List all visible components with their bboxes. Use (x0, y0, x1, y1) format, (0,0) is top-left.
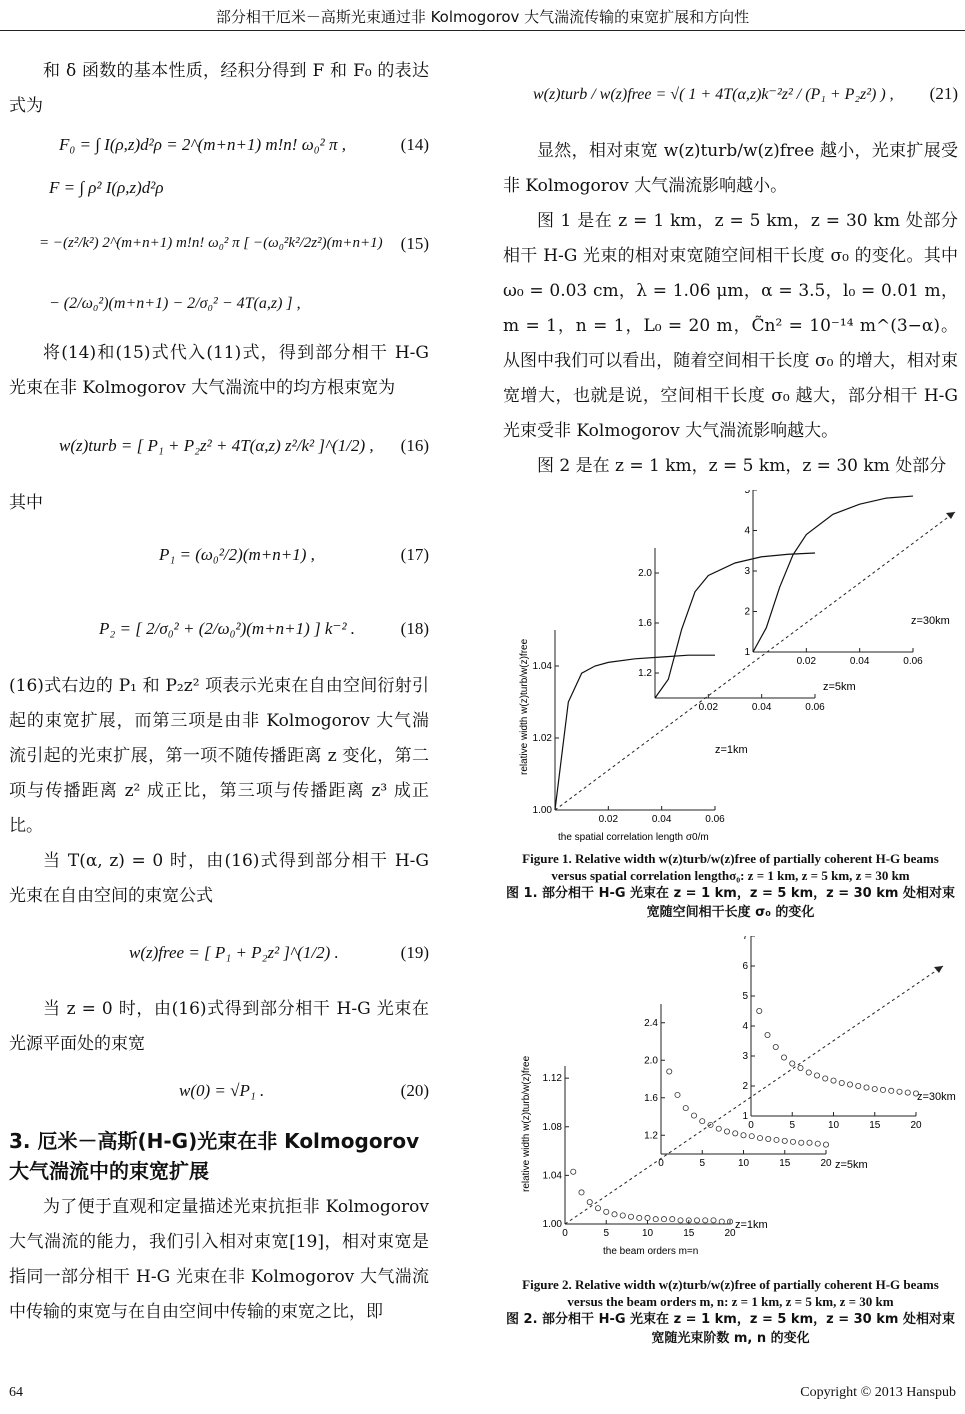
diagonal-arrowhead (946, 512, 955, 519)
panel-0-x-tick-label: 0.06 (705, 814, 725, 825)
panel-0-point (678, 1218, 683, 1223)
panel-2-point (897, 1089, 902, 1094)
y-axis-label: relative width w(z)turb/w(z)free (519, 638, 530, 775)
panel-0-point (628, 1214, 633, 1219)
equation-14: F₀ = ∫ I(ρ,z)d²ρ = 2^(m+n+1) m!n! ω₀² π , (14) (59, 135, 429, 154)
copyright: Copyright © 2013 Hanspub (800, 1385, 956, 1400)
panel-1-x-tick-label: 0.02 (698, 702, 719, 713)
panel-2-point (905, 1090, 910, 1095)
panel-2-y-tick-label: 7 (742, 936, 748, 942)
panel-0-point (694, 1218, 699, 1223)
panel-0-point (653, 1217, 658, 1222)
panel-2-y-tick-label: 6 (742, 961, 748, 972)
panel-2-point (831, 1078, 836, 1083)
panel-0-point (703, 1218, 708, 1223)
panel-2-point (847, 1082, 852, 1087)
panel-2-y-tick-label: 4 (742, 1021, 748, 1032)
x-axis-label: the spatial correlation length σ0/m (558, 832, 709, 843)
page-number: 64 (9, 1385, 23, 1400)
panel-2-x-tick-label: 5 (789, 1120, 796, 1131)
panel-1-point (749, 1134, 754, 1139)
panel-2-point (814, 1073, 819, 1078)
panel-2-x-tick-label: 15 (869, 1120, 881, 1131)
panel-0-x-tick-label: 10 (641, 1228, 654, 1239)
panel-2-y-tick-label: 3 (742, 1051, 748, 1062)
figure-2 (503, 936, 958, 1276)
panel-2-point (889, 1088, 894, 1093)
panel-0-y-tick-label: 1.04 (532, 661, 552, 672)
panel-1-point (716, 1126, 721, 1131)
panel-1-y-tick-label: 2.4 (644, 1017, 658, 1029)
panel-2-y-tick-label: 2 (742, 1081, 748, 1092)
equation-16: w(z)turb = [ P₁ + P₂z² + 4T(α,z) z²/k² ]^(1/2) , (16) (59, 436, 429, 455)
panel-0-y-tick-label: 1.00 (542, 1219, 562, 1230)
panel-1-y-tick-label: 2.0 (638, 568, 652, 579)
left-column (9, 54, 429, 1330)
panel-0-x-tick-label: 0.04 (651, 814, 672, 825)
panel-0-x-tick-label: 0.02 (598, 814, 619, 825)
right-paragraph-2: 图 1 是在 z = 1 km，z = 5 km，z = 30 km 处部分相干 H-G 光束的相对束宽随空间相干长度 σ₀ 的变化。其中 ω₀ = 0.03 cm，λ = 1.06 μm，α = 3.5，l₀ = 0.01 m，m = 1，n = 1，L₀ = 20 m，C̃n² = 10⁻¹⁴ m^(3−α)。从图中我们可以看出，随着空间相干长度 σ₀ 的增大，相对束宽增大，也就是说，空间相干长度 σ₀ 越大，部分相干 H-G 光束受非 Kolmogorov 大气湍流影响越大。 (503, 211, 958, 441)
panel-1-point (700, 1119, 705, 1124)
left-paragraph-3: 其中 (9, 493, 43, 513)
diagonal-guide (565, 966, 943, 1224)
panel-0-point (645, 1215, 650, 1220)
panel-0-x-tick-label: 0 (562, 1228, 568, 1239)
running-header: 部分相干厄米－高斯光束通过非 Kolmogorov 大气湍流传输的束宽扩展和方向性 (215, 8, 750, 26)
figure-1-caption-en: Figure 1. Relative width w(z)turb/w(z)free of partially coherent H-G beams versus spatial correlation lengthσ₀: z = 1 km, z = 5 km, z = 30 km (522, 851, 939, 883)
panel-2-point (880, 1087, 885, 1092)
panel-2-y-tick-label: 4 (744, 525, 750, 537)
panel-0-point (595, 1206, 600, 1211)
panel-2-x-tick-label: 20 (910, 1120, 922, 1131)
figure-2-chart (503, 936, 958, 1276)
panel-2-x-tick-label: 0.04 (849, 656, 870, 667)
left-paragraph-4: (16)式右边的 P₁ 和 P₂z² 项表示光束在自由空间衍射引起的束宽扩展，而第三项是由非 Kolmogorov 大气湍流引起的光束扩展，第一项不随传播距离 z 变化，第二项与传播距离 z² 成正比，第三项与传播距离 z³ 成正比。 (9, 676, 429, 836)
equation-19: w(z)free = [ P₁ + P₂z² ]^(1/2) . (19) (129, 943, 429, 962)
panel-1-y-tick-label: 1.2 (644, 1130, 658, 1142)
panel-0-x-tick-label: 15 (683, 1228, 695, 1239)
panel-1-y-tick-label: 2.0 (644, 1055, 658, 1067)
panel-1-x-tick-label: 5 (699, 1158, 706, 1169)
panel-1-point (799, 1140, 804, 1145)
panel-1-point (757, 1135, 762, 1140)
panel-2-label: z=30km (911, 615, 950, 627)
left-paragraph-6: 当 z = 0 时，由(16)式得到部分相干 H-G 光束在光源平面处的束宽 (9, 999, 429, 1054)
panel-2-point (781, 1055, 786, 1060)
panel-1-point (782, 1138, 787, 1143)
panel-1-point (774, 1137, 779, 1142)
panel-2-x-tick-label: 10 (827, 1120, 840, 1131)
panel-0-y-tick-label: 1.00 (532, 805, 552, 816)
panel-1-x-tick-label: 15 (779, 1158, 791, 1169)
panel-1-point (667, 1069, 672, 1074)
panel-1-x-tick-label: 0.06 (805, 702, 825, 713)
panel-0-x-tick-label: 5 (603, 1228, 610, 1239)
panel-0-point (670, 1217, 675, 1222)
panel-1-x-tick-label: 0.04 (751, 702, 772, 713)
panel-0-point (571, 1169, 576, 1174)
figure-2-caption-cn: 图 2. 部分相干 H-G 光束在 z = 1 km，z = 5 km，z = 30 km 处相对束宽随光束阶数 m, n 的变化 (506, 1312, 955, 1346)
panel-1-point (733, 1131, 738, 1136)
equation-18: P₂ = [ 2/σ₀² + (2/ω₀²)(m+n+1) ] k⁻² . (18) (99, 619, 429, 638)
figure-1 (503, 490, 958, 850)
panel-2-x-tick-label: 0.02 (796, 656, 817, 667)
panel-1-point (724, 1129, 729, 1134)
panel-2-y-tick-label: 1 (744, 647, 750, 658)
panel-0-y-tick-label: 1.12 (542, 1073, 562, 1085)
equation-17: P₁ = (ω₀²/2)(m+n+1) , (17) (159, 545, 429, 564)
panel-0-y-tick-label: 1.02 (532, 733, 552, 744)
panel-2-point (757, 1008, 762, 1013)
panel-2-y-tick-label: 3 (744, 566, 750, 577)
panel-1-point (766, 1136, 771, 1141)
panel-2-point (872, 1086, 877, 1091)
panel-2-curve (753, 496, 913, 652)
panel-2-x-tick-label: 0 (748, 1120, 754, 1131)
panel-2-point (790, 1061, 795, 1066)
equation-15: F = ∫ ρ² I(ρ,z)d²ρ = −(z²/k²) 2^(m+n+1) m!n! ω₀² π [ −(ω₀²k²/2z²)(m+n+1) − (2/ω₀²)(m+n+1) − 2/σ₀² − 4T(a,z) ] , (15) (39, 178, 429, 312)
equation-21: w(z)turb / w(z)free = √( 1 + 4T(α,z)k⁻²z² / (P₁ + P₂z²) ) , (21) (533, 84, 958, 103)
panel-0-y-tick-label: 1.04 (542, 1170, 562, 1182)
panel-0-point (604, 1209, 609, 1214)
panel-0-point (719, 1219, 724, 1224)
left-paragraph-7: 为了便于直观和定量描述光束抗拒非 Kolmogorov 大气湍流的能力，我们引入相对束宽[19]，相对束宽是指同一部分相干 H-G 光束在非 Kolmogorov 大气湍流中传输的束宽与在自由空间中传输的束宽之比，即 (9, 1197, 429, 1322)
panel-0-point (587, 1200, 592, 1205)
diagonal-arrowhead (934, 966, 943, 973)
panel-1-y-tick-label: 1.6 (638, 618, 652, 629)
panel-0-point (661, 1217, 666, 1222)
panel-0-x-tick-label: 20 (724, 1228, 736, 1239)
panel-0-point (711, 1218, 716, 1223)
panel-1-label: z=5km (823, 681, 856, 693)
y-axis-label: relative width w(z)turb/w(z)free (521, 1055, 532, 1192)
panel-2-point (806, 1070, 811, 1075)
panel-0-curve (555, 655, 715, 810)
panel-1-point (790, 1139, 795, 1144)
panel-1-point (691, 1113, 696, 1118)
panel-2-y-tick-label: 1 (742, 1111, 748, 1122)
right-column (503, 54, 958, 1348)
figure-1-caption-cn: 图 1. 部分相干 H-G 光束在 z = 1 km，z = 5 km，z = 30 km 处相对束宽随空间相干长度 σ₀ 的变化 (506, 886, 955, 920)
panel-0-point (612, 1212, 617, 1217)
panel-1-y-tick-label: 1.2 (638, 668, 652, 679)
panel-1-point (683, 1105, 688, 1110)
left-paragraph-1: 和 δ 函数的基本性质，经积分得到 F 和 F₀ 的表达式为 (9, 61, 429, 116)
figure-2-caption-en: Figure 2. Relative width w(z)turb/w(z)free of partially coherent H-G beams versus the beam orders m, n: z = 1 km, z = 5 km, z = 30 km (522, 1277, 939, 1309)
panel-2-point (798, 1065, 803, 1070)
panel-0-point (579, 1190, 584, 1195)
panel-2-y-tick-label: 5 (744, 490, 750, 496)
panel-2-point (823, 1076, 828, 1081)
left-paragraph-5: 当 T(α, z) = 0 时，由(16)式得到部分相干 H-G 光束在自由空间的束宽公式 (9, 851, 429, 906)
panel-2-x-tick-label: 0.06 (903, 656, 923, 667)
panel-2-point (856, 1083, 861, 1088)
left-paragraph-2: 将(14)和(15)式代入(11)式，得到部分相干 H-G 光束在非 Kolmogorov 大气湍流中的均方根束宽为 (9, 343, 429, 398)
panel-2-point (864, 1085, 869, 1090)
x-axis-label: the beam orders m=n (603, 1246, 699, 1257)
panel-0-point (620, 1213, 625, 1218)
equation-20: w(0) = √P₁ . (20) (179, 1081, 429, 1100)
panel-1-point (823, 1142, 828, 1147)
panel-0-label: z=1km (715, 744, 748, 756)
right-paragraph-3: 图 2 是在 z = 1 km，z = 5 km，z = 30 km 处部分 (537, 456, 947, 476)
panel-0-y-tick-label: 1.08 (542, 1121, 562, 1133)
panel-1-point (807, 1140, 812, 1145)
panel-1-x-tick-label: 20 (820, 1158, 832, 1169)
panel-2-y-tick-label: 2 (744, 606, 750, 618)
panel-2-point (765, 1032, 770, 1037)
panel-1-point (741, 1133, 746, 1138)
figure-1-chart (503, 490, 958, 850)
right-paragraph-1: 显然，相对束宽 w(z)turb/w(z)free 越小，光束扩展受非 Kolmogorov 大气湍流影响越小。 (503, 141, 958, 196)
header-rule (0, 30, 965, 31)
panel-2-label: z=30km (917, 1091, 956, 1103)
panel-2-point (773, 1044, 778, 1049)
panel-1-point (815, 1141, 820, 1146)
panel-1-label: z=5km (835, 1159, 868, 1171)
panel-1-y-tick-label: 1.6 (644, 1092, 658, 1104)
panel-2-point (839, 1080, 844, 1085)
panel-1-x-tick-label: 0 (658, 1158, 664, 1169)
section-heading-3: 3. 厄米－高斯(H-G)光束在非 Kolmogorov 大气湍流中的束宽扩展 (9, 1129, 420, 1183)
panel-1-x-tick-label: 10 (737, 1158, 750, 1169)
panel-1-point (675, 1092, 680, 1097)
panel-0-label: z=1km (735, 1219, 768, 1231)
panel-0-point (637, 1215, 642, 1220)
panel-2-y-tick-label: 5 (742, 991, 748, 1002)
